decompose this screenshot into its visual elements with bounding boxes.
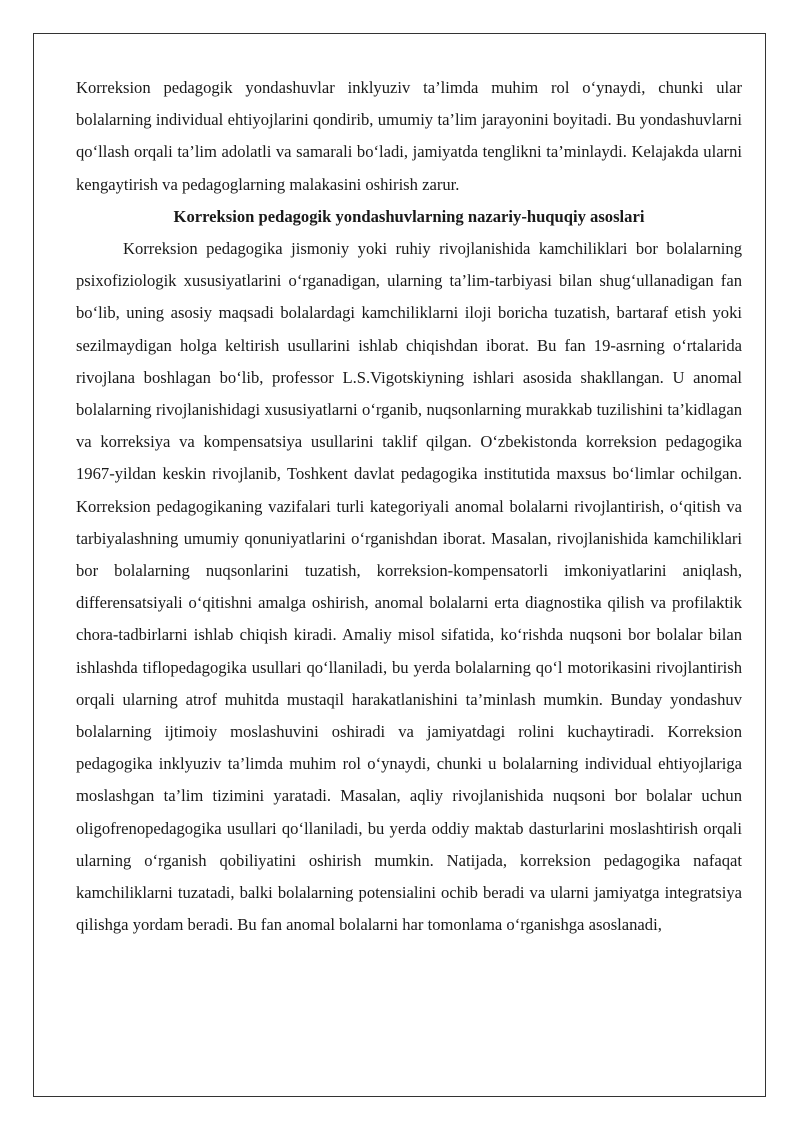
document-body	[76, 72, 742, 941]
body-paragraph: Korreksion pedagogika jismoniy yoki ruhiy rivojlanishida kamchiliklari bor bolalarning psixofiziologik xususiyatlarini o‘rganadigan, ularning ta’lim-tarbiyasi bilan shug‘ullanadigan fan bo‘lib, uning asosiy maqsadi bolalardagi kamchiliklarni iloji boricha tuzatish, bartaraf etish yoki sezilmaydigan holga keltirish usullarini ishlab chiqishdan iborat. Bu fan 19-asrning o‘rtalarida rivojlana boshlagan bo‘lib, professor L.S.Vigotskiyning ishlari asosida shakllangan. U anomal bolalarning rivojlanishidagi xususiyatlarni o‘rganib, nuqsonlarning murakkab tuzilishini ta’kidlagan va korreksiya va kompensatsiya usullarini taklif qilgan. O‘zbekistonda korreksion pedagogika 1967-yildan keskin rivojlanib, Toshkent davlat pedagogika institutida maxsus bo‘limlar ochilgan. Korreksion pedagogikaning vazifalari turli kategoriyali anomal bolalarni rivojlantirish, o‘qitish va tarbiyalashning umumiy qonuniyatlarini o‘rganishdan iborat. Masalan, rivojlanishida kamchiliklari bor bolalarning nuqsonlarini tuzatish, korreksion-kompensatorli imkoniyatlarini aniqlash, differensatsiyali o‘qitishni amalga oshirish, anomal bolalarni erta diagnostika qilish va profilaktik chora-tadbirlarni ishlab chiqish kiradi. Amaliy misol sifatida, ko‘rishda nuqsoni bor bolalar bilan ishlashda tiflopedagogika usullari qo‘llaniladi, bu yerda bolalarning qo‘l motorikasini rivojlantirish orqali ularning atrof muhitda mustaqil harakatlanishini ta’minlash mumkin. Bunday yondashuv bolalarning ijtimoiy moslashuvini oshiradi va jamiyatdagi rolini kuchaytiradi. Korreksion pedagogika inklyuziv ta’limda muhim rol o‘ynaydi, chunki u bolalarning individual ehtiyojlariga moslashgan ta’lim tizimini yaratadi. Masalan, aqliy rivojlanishida nuqsoni bor bolalar uchun oligofrenopedagogika usullari qo‘llaniladi, bu yerda oddiy maktab dasturlarini moslashtirish orqali ularning o‘rganish qobiliyatini oshirish mumkin. Natijada, korreksion pedagogika nafaqat kamchiliklarni tuzatadi, balki bolalarning potensialini ochib beradi va ularni jamiyatga integratsiya qilishga yordam beradi. Bu fan anomal bolalarni har tomonlama o‘rganishga asoslanadi,	[76, 239, 742, 935]
section-heading: Korreksion pedagogik yondashuvlarning nazariy-huquqiy asoslari	[173, 206, 645, 226]
intro-paragraph: Korreksion pedagogik yondashuvlar inklyuziv ta’limda muhim rol o‘ynaydi, chunki ular bolalarning individual ehtiyojlarini qondirib, umumiy ta’lim jarayonini boyitadi. Bu yondashuvlarni qo‘llash orqali ta’lim adolatli va samarali bo‘ladi, jamiyatda tenglikni ta’minlaydi. Kelajakda ularni kengaytirish va pedagoglarning malakasini oshirish zarur.	[76, 78, 742, 194]
